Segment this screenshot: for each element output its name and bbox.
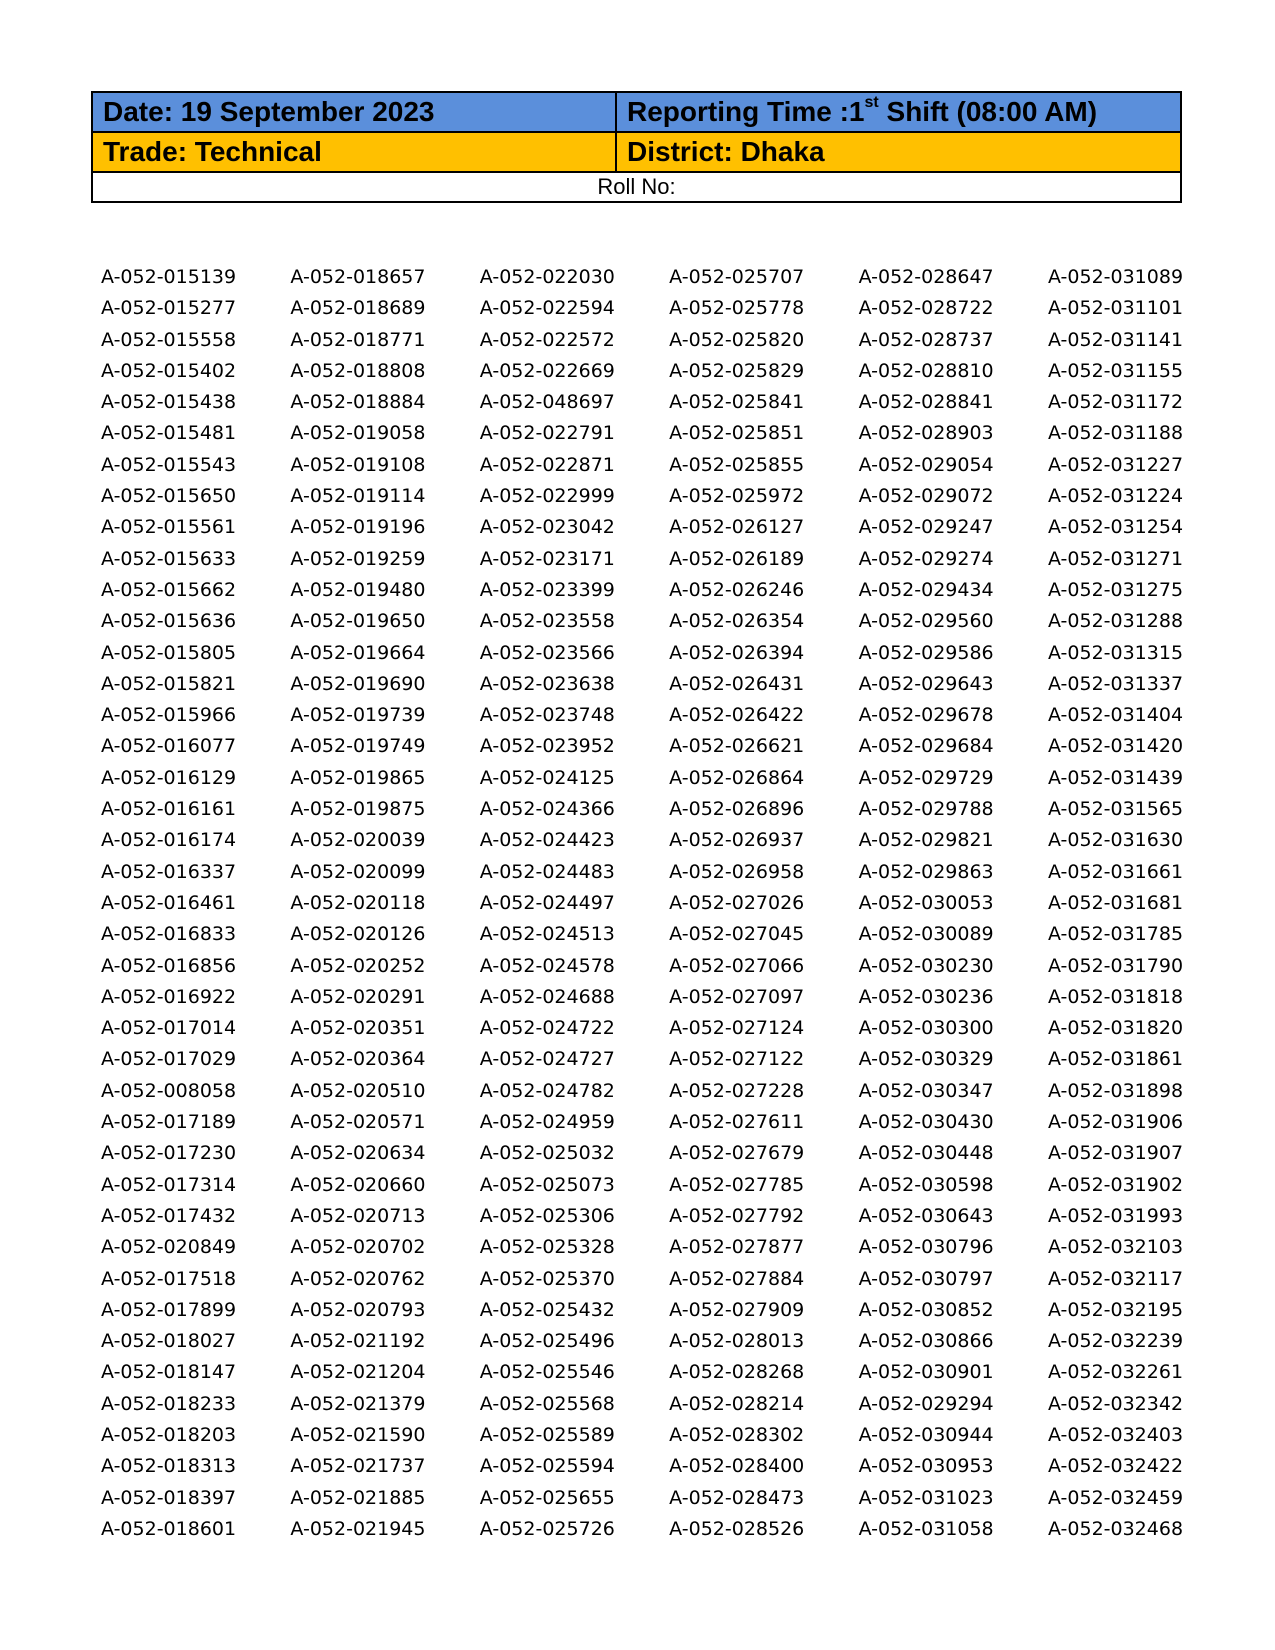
roll-number: A-052-018884 <box>290 391 426 414</box>
roll-number: A-052-031058 <box>858 1517 994 1540</box>
roll-number: A-052-018808 <box>290 359 426 382</box>
roll-number: A-052-024782 <box>479 1079 615 1102</box>
roll-number: A-052-023042 <box>479 516 615 539</box>
roll-number: A-052-031101 <box>1047 297 1184 320</box>
roll-number: A-052-025032 <box>479 1142 615 1165</box>
roll-number: A-052-032403 <box>1047 1423 1184 1446</box>
roll-number: A-052-020126 <box>290 923 426 946</box>
roll-number: A-052-025496 <box>479 1330 615 1353</box>
roll-number: A-052-020702 <box>290 1236 426 1259</box>
roll-number: A-052-027909 <box>669 1298 805 1321</box>
roll-number: A-052-025370 <box>479 1267 615 1290</box>
roll-number: A-052-031681 <box>1047 891 1184 914</box>
roll-number: A-052-031023 <box>858 1486 994 1509</box>
roll-number: A-052-027045 <box>669 923 805 946</box>
roll-number: A-052-031902 <box>1047 1173 1184 1196</box>
roll-number: A-052-023171 <box>479 547 615 570</box>
district-cell: District: Dhaka <box>627 136 825 167</box>
roll-number: A-052-025568 <box>479 1392 615 1415</box>
roll-number: A-052-027679 <box>669 1142 805 1165</box>
roll-number: A-052-019108 <box>290 453 426 476</box>
roll-number: A-052-029678 <box>858 704 994 727</box>
roll-number: A-052-031907 <box>1047 1142 1184 1165</box>
roll-number: A-052-020351 <box>290 1017 426 1040</box>
roll-number: A-052-018233 <box>101 1392 237 1415</box>
roll-number: A-052-031288 <box>1047 610 1184 633</box>
roll-number: A-052-031404 <box>1047 704 1184 727</box>
roll-number: A-052-025829 <box>669 359 805 382</box>
roll-number: A-052-018657 <box>290 266 426 288</box>
roll-number: A-052-031818 <box>1047 985 1184 1008</box>
roll-number: A-052-028214 <box>669 1392 805 1415</box>
roll-number: A-052-032459 <box>1047 1486 1184 1509</box>
roll-number: A-052-028722 <box>858 297 994 320</box>
roll-number: A-052-024722 <box>479 1017 615 1040</box>
roll-number: A-052-019650 <box>290 610 426 633</box>
roll-number: A-052-031420 <box>1047 735 1184 758</box>
roll-number: A-052-025726 <box>479 1517 615 1540</box>
roll-number: A-052-020849 <box>101 1236 237 1259</box>
roll-number: A-052-025841 <box>669 391 805 414</box>
roll-number: A-052-015650 <box>101 485 237 508</box>
roll-number: A-052-027122 <box>669 1048 805 1071</box>
roll-number: A-052-017432 <box>101 1204 237 1227</box>
roll-number: A-052-019690 <box>290 672 426 695</box>
roll-number: A-052-031315 <box>1047 641 1184 664</box>
roll-number: A-052-020099 <box>290 860 426 883</box>
roll-number: A-052-028647 <box>858 266 994 288</box>
roll-number: A-052-017518 <box>101 1267 237 1290</box>
roll-number: A-052-028268 <box>669 1361 805 1384</box>
roll-number: A-052-031906 <box>1047 1111 1184 1134</box>
roll-number: A-052-030448 <box>858 1142 994 1165</box>
roll-number: A-052-020510 <box>290 1079 426 1102</box>
roll-number: A-052-019865 <box>290 766 426 789</box>
roll-number: A-052-026354 <box>669 610 805 633</box>
roll-number: A-052-027884 <box>669 1267 805 1290</box>
roll-number: A-052-021737 <box>290 1455 426 1478</box>
roll-number: A-052-029434 <box>858 578 994 601</box>
roll-number-grid <box>101 262 1237 1545</box>
roll-number: A-052-024959 <box>479 1111 615 1134</box>
roll-number: A-052-031172 <box>1047 391 1184 414</box>
roll-number: A-052-023558 <box>479 610 615 633</box>
roll-number: A-052-032468 <box>1047 1517 1184 1540</box>
roll-number: A-052-031565 <box>1047 798 1184 821</box>
roll-number: A-052-031188 <box>1047 422 1184 445</box>
roll-number: A-052-030953 <box>858 1455 994 1478</box>
roll-number: A-052-021945 <box>290 1517 426 1540</box>
roll-number: A-052-020660 <box>290 1173 426 1196</box>
roll-number: A-052-016077 <box>101 735 237 758</box>
roll-number: A-052-025851 <box>669 422 805 445</box>
roll-number: A-052-015821 <box>101 672 237 695</box>
roll-number: A-052-030300 <box>858 1017 994 1040</box>
roll-number: A-052-026246 <box>669 578 805 601</box>
roll-number: A-052-027026 <box>669 891 805 914</box>
roll-number: A-052-027124 <box>669 1017 805 1040</box>
roll-number: A-052-021204 <box>290 1361 426 1384</box>
roll-number: A-052-029684 <box>858 735 994 758</box>
roll-number: A-052-026958 <box>669 860 805 883</box>
roll-number: A-052-032422 <box>1047 1455 1184 1478</box>
roll-number: A-052-022871 <box>479 453 615 476</box>
roll-number: A-052-018313 <box>101 1455 237 1478</box>
reporting-time-cell <box>617 93 1180 131</box>
roll-number: A-052-020634 <box>290 1142 426 1165</box>
roll-number: A-052-020713 <box>290 1204 426 1227</box>
roll-number: A-052-018203 <box>101 1423 237 1446</box>
roll-number: A-052-031227 <box>1047 453 1184 476</box>
roll-number: A-052-015805 <box>101 641 237 664</box>
roll-number: A-052-020291 <box>290 985 426 1008</box>
roll-number: A-052-027785 <box>669 1173 805 1196</box>
roll-number: A-052-030329 <box>858 1048 994 1071</box>
roll-number: A-052-015966 <box>101 704 237 727</box>
roll-number: A-052-031861 <box>1047 1048 1184 1071</box>
roll-number: A-052-015402 <box>101 359 237 382</box>
roll-number: A-052-025655 <box>479 1486 615 1509</box>
roll-number: A-052-027097 <box>669 985 805 1008</box>
roll-number: A-052-029586 <box>858 641 994 664</box>
roll-number: A-052-024423 <box>479 829 615 852</box>
roll-number: A-052-030053 <box>858 891 994 914</box>
roll-number: A-052-028013 <box>669 1330 805 1353</box>
roll-number: A-052-015558 <box>101 328 237 351</box>
roll-number: A-052-016856 <box>101 954 237 977</box>
roll-number: A-052-025594 <box>479 1455 615 1478</box>
roll-number: A-052-015636 <box>101 610 237 633</box>
roll-number: A-052-031155 <box>1047 359 1184 382</box>
roll-number: A-052-025972 <box>669 485 805 508</box>
roll-number: A-052-028400 <box>669 1455 805 1478</box>
roll-number: A-052-018771 <box>290 328 426 351</box>
roll-number: A-052-020252 <box>290 954 426 977</box>
roll-number: A-052-028810 <box>858 359 994 382</box>
roll-number: A-052-029054 <box>858 453 994 476</box>
roll-number: A-052-028737 <box>858 328 994 351</box>
roll-number: A-052-015438 <box>101 391 237 414</box>
roll-number: A-052-031271 <box>1047 547 1184 570</box>
roll-number: A-052-016922 <box>101 985 237 1008</box>
roll-number: A-052-026864 <box>669 766 805 789</box>
roll-number: A-052-031141 <box>1047 328 1184 351</box>
roll-number: A-052-031630 <box>1047 829 1184 852</box>
roll-number: A-052-030430 <box>858 1111 994 1134</box>
roll-number: A-052-029072 <box>858 485 994 508</box>
roll-number: A-052-027611 <box>669 1111 805 1134</box>
roll-number: A-052-029729 <box>858 766 994 789</box>
roll-number: A-052-029821 <box>858 829 994 852</box>
roll-number: A-052-032239 <box>1047 1330 1184 1353</box>
roll-column-4 <box>669 262 858 1545</box>
exam-header-table <box>91 91 1182 203</box>
roll-number: A-052-017314 <box>101 1173 237 1196</box>
roll-number: A-052-031785 <box>1047 923 1184 946</box>
roll-number: A-052-026896 <box>669 798 805 821</box>
roll-number: A-052-048697 <box>479 391 615 414</box>
roll-number: A-052-028526 <box>669 1517 805 1540</box>
roll-number: A-052-032261 <box>1047 1361 1184 1384</box>
trade-cell: Trade: Technical <box>93 133 617 171</box>
roll-column-6 <box>1048 262 1237 1545</box>
roll-number: A-052-021885 <box>290 1486 426 1509</box>
roll-number: A-052-017230 <box>101 1142 237 1165</box>
roll-number: A-052-016461 <box>101 891 237 914</box>
roll-number: A-052-024688 <box>479 985 615 1008</box>
roll-number: A-052-020118 <box>290 891 426 914</box>
roll-number: A-052-018601 <box>101 1517 237 1540</box>
roll-number: A-052-024483 <box>479 860 615 883</box>
roll-column-2 <box>290 262 479 1545</box>
roll-number: A-052-028302 <box>669 1423 805 1446</box>
roll-number: A-052-025546 <box>479 1361 615 1384</box>
roll-number: A-052-008058 <box>101 1079 237 1102</box>
roll-number: A-052-024727 <box>479 1048 615 1071</box>
roll-number: A-052-016174 <box>101 829 237 852</box>
roll-number: A-052-025432 <box>479 1298 615 1321</box>
roll-number: A-052-026127 <box>669 516 805 539</box>
roll-number: A-052-021192 <box>290 1330 426 1353</box>
roll-number: A-052-016161 <box>101 798 237 821</box>
roll-number: A-052-029274 <box>858 547 994 570</box>
reporting-time-prefix: Reporting Time :1 <box>627 96 865 127</box>
roll-number: A-052-030598 <box>858 1173 994 1196</box>
roll-number: A-052-021379 <box>290 1392 426 1415</box>
roll-number: A-052-029294 <box>858 1392 994 1415</box>
roll-number: A-052-017899 <box>101 1298 237 1321</box>
roll-number: A-052-019058 <box>290 422 426 445</box>
roll-number: A-052-015543 <box>101 453 237 476</box>
roll-number: A-052-030230 <box>858 954 994 977</box>
roll-number: A-052-032342 <box>1047 1392 1184 1415</box>
roll-number: A-052-019664 <box>290 641 426 664</box>
roll-number: A-052-015662 <box>101 578 237 601</box>
roll-number: A-052-030347 <box>858 1079 994 1102</box>
roll-number: A-052-025855 <box>669 453 805 476</box>
roll-number: A-052-029788 <box>858 798 994 821</box>
roll-number: A-052-027792 <box>669 1204 805 1227</box>
roll-number: A-052-026431 <box>669 672 805 695</box>
roll-number: A-052-015139 <box>101 266 237 288</box>
roll-number: A-052-030643 <box>858 1204 994 1227</box>
roll-number: A-052-031993 <box>1047 1204 1184 1227</box>
roll-number: A-052-024513 <box>479 923 615 946</box>
roll-number: A-052-016129 <box>101 766 237 789</box>
roll-number: A-052-028903 <box>858 422 994 445</box>
roll-number: A-052-020364 <box>290 1048 426 1071</box>
roll-number: A-052-031089 <box>1047 266 1184 288</box>
roll-number: A-052-026189 <box>669 547 805 570</box>
roll-number: A-052-019749 <box>290 735 426 758</box>
roll-number: A-052-018147 <box>101 1361 237 1384</box>
roll-number: A-052-019196 <box>290 516 426 539</box>
roll-number: A-052-023748 <box>479 704 615 727</box>
roll-number: A-052-019259 <box>290 547 426 570</box>
roll-number: A-052-022030 <box>479 266 615 288</box>
roll-number: A-052-019875 <box>290 798 426 821</box>
roll-number: A-052-026937 <box>669 829 805 852</box>
roll-number: A-052-019739 <box>290 704 426 727</box>
roll-number: A-052-022669 <box>479 359 615 382</box>
roll-number: A-052-025589 <box>479 1423 615 1446</box>
roll-number: A-052-023638 <box>479 672 615 695</box>
roll-number: A-052-019114 <box>290 485 426 508</box>
roll-number: A-052-023399 <box>479 578 615 601</box>
roll-number: A-052-029863 <box>858 860 994 883</box>
roll-number: A-052-021590 <box>290 1423 426 1446</box>
reporting-time-ordinal: st <box>864 93 879 111</box>
roll-number: A-052-032117 <box>1047 1267 1184 1290</box>
roll-number: A-052-024578 <box>479 954 615 977</box>
roll-number: A-052-015277 <box>101 297 237 320</box>
roll-number: A-052-030797 <box>858 1267 994 1290</box>
roll-number: A-052-030944 <box>858 1423 994 1446</box>
roll-number: A-052-031898 <box>1047 1079 1184 1102</box>
roll-number: A-052-020762 <box>290 1267 426 1290</box>
header-row-date <box>93 93 1180 133</box>
roll-number: A-052-031337 <box>1047 672 1184 695</box>
roll-number: A-052-027228 <box>669 1079 805 1102</box>
roll-number: A-052-032195 <box>1047 1298 1184 1321</box>
roll-column-5 <box>859 262 1048 1545</box>
roll-number: A-052-030901 <box>858 1361 994 1384</box>
roll-number: A-052-019480 <box>290 578 426 601</box>
roll-number: A-052-017029 <box>101 1048 237 1071</box>
roll-number: A-052-020039 <box>290 829 426 852</box>
roll-number: A-052-022572 <box>479 328 615 351</box>
roll-number: A-052-028473 <box>669 1486 805 1509</box>
roll-number: A-052-027066 <box>669 954 805 977</box>
roll-number: A-052-024366 <box>479 798 615 821</box>
roll-number: A-052-030089 <box>858 923 994 946</box>
roll-number: A-052-031439 <box>1047 766 1184 789</box>
roll-number: A-052-027877 <box>669 1236 805 1259</box>
roll-number: A-052-016833 <box>101 923 237 946</box>
roll-number: A-052-026394 <box>669 641 805 664</box>
reporting-time-suffix: Shift (08:00 AM) <box>878 96 1098 127</box>
roll-number: A-052-030852 <box>858 1298 994 1321</box>
roll-number: A-052-024125 <box>479 766 615 789</box>
roll-number: A-052-015481 <box>101 422 237 445</box>
header-row-trade <box>93 133 1180 173</box>
roll-number: A-052-031790 <box>1047 954 1184 977</box>
roll-number: A-052-025707 <box>669 266 805 288</box>
roll-number: A-052-029247 <box>858 516 994 539</box>
roll-number: A-052-017189 <box>101 1111 237 1134</box>
roll-number: A-052-024497 <box>479 891 615 914</box>
roll-number: A-052-032103 <box>1047 1236 1184 1259</box>
roll-number: A-052-018397 <box>101 1486 237 1509</box>
roll-number: A-052-031275 <box>1047 578 1184 601</box>
roll-number: A-052-030796 <box>858 1236 994 1259</box>
roll-number: A-052-030866 <box>858 1330 994 1353</box>
roll-number: A-052-029643 <box>858 672 994 695</box>
roll-label: Roll No: <box>93 173 1180 201</box>
roll-number: A-052-029560 <box>858 610 994 633</box>
roll-number: A-052-025820 <box>669 328 805 351</box>
roll-number: A-052-031661 <box>1047 860 1184 883</box>
roll-number: A-052-022594 <box>479 297 615 320</box>
roll-number: A-052-023952 <box>479 735 615 758</box>
roll-number: A-052-031820 <box>1047 1017 1184 1040</box>
roll-column-3 <box>480 262 669 1545</box>
roll-number: A-052-016337 <box>101 860 237 883</box>
roll-column-1 <box>101 262 290 1545</box>
roll-number: A-052-025778 <box>669 297 805 320</box>
roll-number: A-052-018027 <box>101 1330 237 1353</box>
roll-number: A-052-018689 <box>290 297 426 320</box>
date-cell: Date: 19 September 2023 <box>93 93 617 131</box>
roll-number: A-052-015561 <box>101 516 237 539</box>
roll-number: A-052-030236 <box>858 985 994 1008</box>
roll-number: A-052-020571 <box>290 1111 426 1134</box>
roll-number: A-052-022791 <box>479 422 615 445</box>
roll-number: A-052-025306 <box>479 1204 615 1227</box>
roll-number: A-052-022999 <box>479 485 615 508</box>
roll-number: A-052-015633 <box>101 547 237 570</box>
roll-number: A-052-026422 <box>669 704 805 727</box>
roll-number: A-052-025328 <box>479 1236 615 1259</box>
roll-number: A-052-028841 <box>858 391 994 414</box>
roll-number: A-052-031224 <box>1047 485 1184 508</box>
roll-number: A-052-023566 <box>479 641 615 664</box>
roll-number: A-052-031254 <box>1047 516 1184 539</box>
roll-number: A-052-020793 <box>290 1298 426 1321</box>
roll-number: A-052-025073 <box>479 1173 615 1196</box>
roll-number: A-052-017014 <box>101 1017 237 1040</box>
roll-number: A-052-026621 <box>669 735 805 758</box>
